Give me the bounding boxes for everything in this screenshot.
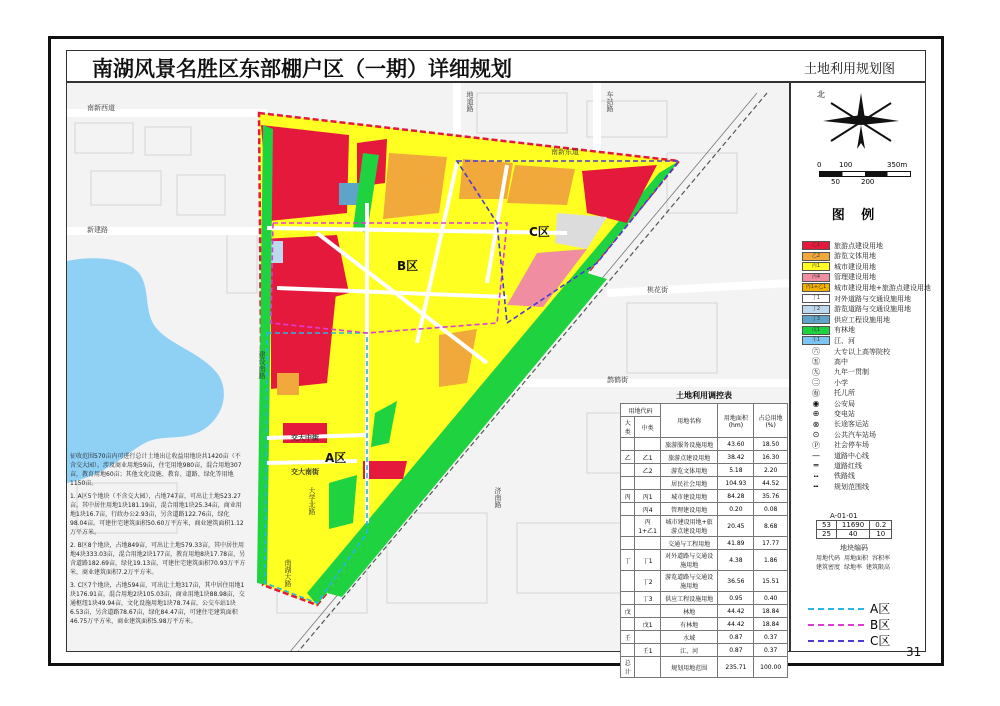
table-cell: 20.45 <box>718 516 754 537</box>
legend-item <box>802 240 883 251</box>
planning-notes <box>70 452 246 630</box>
road-label-bubu: 鹊鹤街 <box>607 376 628 384</box>
table-cell: 规划用地范围 <box>660 657 718 678</box>
legend-symbol-item <box>802 429 876 440</box>
legend-item <box>802 282 931 293</box>
legend-symbol-item <box>802 398 855 409</box>
legend-symbol-icon: ⊙ <box>812 430 820 440</box>
table-cell: 游览道路与交通设施用地 <box>660 571 718 592</box>
field-label: 用地代码 <box>816 555 841 562</box>
legend-label: 对外道路与交通设施用地 <box>834 294 911 303</box>
table-cell: 5.18 <box>718 464 754 477</box>
table-cell: 15.51 <box>754 571 788 592</box>
legend-swatch: 乙2 <box>802 252 830 261</box>
table-body <box>621 438 788 678</box>
zone-legend-label: C区 <box>870 634 891 648</box>
th-name: 用地名称 <box>660 404 718 438</box>
table-row <box>621 605 788 618</box>
road-label-nanxin-west: 南新西道 <box>87 104 115 112</box>
table-row <box>621 438 788 451</box>
legend-label: 游览文体用地 <box>834 252 876 261</box>
table-cell: 居民社会用地 <box>660 477 718 490</box>
table-title: 土地利用调控表 <box>676 391 732 400</box>
table-cell <box>635 477 660 490</box>
table-cell: 235.71 <box>718 657 754 678</box>
zone-line-icon <box>808 608 864 610</box>
legend-label: 城市建设用地+旅游点建设用地 <box>834 283 931 292</box>
legend-swatch: 戊1 <box>802 326 830 335</box>
legend-label: 铁路线 <box>834 472 855 481</box>
legend-label: 九年一贯制 <box>834 368 869 377</box>
table-cell: 乙 <box>621 451 635 464</box>
road-label-nanhu: 南湖大路 <box>284 559 292 587</box>
table-cell: 旅游点建设用地 <box>660 451 718 464</box>
legend-label: 社会停车场 <box>834 441 869 450</box>
legend-swatch: 丁2 <box>802 305 830 314</box>
table-row <box>621 631 788 644</box>
table-cell: 17.77 <box>754 537 788 550</box>
legend-symbol-item <box>802 346 890 357</box>
field-label: 绿地率 <box>844 564 863 571</box>
table-cell: 0.40 <box>754 592 788 605</box>
table-cell <box>635 657 660 678</box>
zone-line-icon <box>808 624 864 626</box>
th-code: 用地代码 <box>621 404 661 417</box>
legend-item <box>802 293 911 304</box>
table-cell: 44.42 <box>718 605 754 618</box>
table-cell: 0.08 <box>754 503 788 516</box>
legend-symbol-item <box>802 388 855 399</box>
table-cell: 16.30 <box>754 451 788 464</box>
table-cell: 38.42 <box>718 451 754 464</box>
code-cell: 53 <box>817 521 837 530</box>
table-cell: 丙4 <box>635 503 660 516</box>
table-cell: 旅游服务设施用地 <box>660 438 718 451</box>
table-cell: 0.37 <box>754 644 788 657</box>
table-row <box>621 657 788 678</box>
road-label-didao: 地道路 <box>466 91 474 112</box>
legend-symbol-item <box>802 481 869 492</box>
legend-symbol-icon: — <box>812 451 820 460</box>
table-cell: 乙2 <box>635 464 660 477</box>
legend-symbol-icon: ═ <box>813 461 819 471</box>
table-cell: 壬 <box>621 631 635 644</box>
road-label-jiaotong-south: 交大南街 <box>291 468 319 476</box>
legend-symbol-item <box>802 408 855 419</box>
table-row <box>621 644 788 657</box>
table-row <box>621 490 788 503</box>
legend-label: 规划范围线 <box>834 482 869 491</box>
road-label-jinan: 济南路 <box>494 487 502 508</box>
legend-symbol-icon: ⊗ <box>812 419 820 429</box>
table-cell: 城市建设用地 <box>660 490 718 503</box>
table-cell <box>621 464 635 477</box>
table-cell: 1.86 <box>754 550 788 571</box>
code-cell: 40 <box>836 530 869 539</box>
table-cell <box>621 503 635 516</box>
legend-label: 供应工程设施用地 <box>834 315 890 324</box>
red-block-nw <box>261 125 349 221</box>
legend-symbol-icon: ㊈ <box>812 367 820 377</box>
legend-label: 城市建设用地 <box>834 262 876 271</box>
legend-item <box>802 272 876 283</box>
table-cell: 4.38 <box>718 550 754 571</box>
table-cell: 江、河 <box>660 644 718 657</box>
legend-label: 公共汽车站场 <box>834 430 876 439</box>
table-cell: 供应工程设施用地 <box>660 592 718 605</box>
table-cell: 2.20 <box>754 464 788 477</box>
legend-swatch: 乙1 <box>802 241 830 250</box>
land-use-table <box>620 390 788 678</box>
table-cell: 丙1 <box>635 490 660 503</box>
code-cell: 11690 <box>836 521 869 530</box>
table-cell: 丁 <box>621 550 635 571</box>
legend-symbol-item <box>802 367 869 378</box>
table-row <box>621 618 788 631</box>
scale-tick-350: 350m <box>887 161 908 169</box>
table-cell: 丙1+乙1 <box>635 516 660 537</box>
zone-line-icon <box>808 640 864 642</box>
table-cell: 戊 <box>621 605 635 618</box>
table-cell: 44.42 <box>718 618 754 631</box>
compass-label: 北 <box>817 90 825 99</box>
legend-symbol-item <box>802 377 848 388</box>
legend-label: 管理建设用地 <box>834 273 876 282</box>
table-cell: 丁3 <box>635 592 660 605</box>
table-cell: 丙 <box>621 490 635 503</box>
code-cell: 25 <box>817 530 837 539</box>
table-cell: 林地 <box>660 605 718 618</box>
table-cell: 0.87 <box>718 644 754 657</box>
page-number: 31 <box>906 645 922 659</box>
legend-symbol-item <box>802 450 869 461</box>
th-pct: 占总用地(%) <box>754 404 788 438</box>
table-cell: 0.37 <box>754 631 788 644</box>
legend-symbol-item <box>802 440 869 451</box>
zone-label-b: B区 <box>397 259 419 273</box>
table-cell <box>621 592 635 605</box>
table-cell: 8.68 <box>754 516 788 537</box>
table-cell <box>621 644 635 657</box>
code-card-label: A-01-01 <box>830 512 858 520</box>
table-cell: 41.89 <box>718 537 754 550</box>
field-label: 用地面积 <box>844 555 869 562</box>
zone-legend-item <box>808 632 890 649</box>
legend-swatch: 壬1 <box>802 336 830 345</box>
note-1: 1. A区5个地块（不含交大园），占地747亩，可出让土地523.27亩。其中居住用地1块181.19亩，混合用地1块25.34亩，商业用地1块16.7亩，行政办公2.93亩，另含道路122.76亩，绿化98.04亩。可建住宅建筑面积50.60万平方米，商业建筑面积1.12万平方米。 <box>70 493 244 536</box>
code-card-caption: 地块编码 <box>840 544 868 552</box>
code-cell: 10 <box>870 530 892 539</box>
table-cell: 44.52 <box>754 477 788 490</box>
legend-symbol-icon: ㊅ <box>812 347 820 356</box>
legend-label: 道路中心线 <box>834 451 869 460</box>
table-cell: 对外道路与交通设施用地 <box>660 550 718 571</box>
legend-swatch: 丙4 <box>802 273 830 282</box>
field-label: 建筑限高 <box>866 564 891 571</box>
table-row <box>621 550 788 571</box>
legend-label: 道路红线 <box>834 461 862 470</box>
zone-legend-label: B区 <box>870 618 891 632</box>
scale-tick-200: 200 <box>861 178 875 186</box>
table-cell <box>621 571 635 592</box>
table-cell <box>635 537 660 550</box>
zone-legend-label: A区 <box>870 602 891 616</box>
field-label: 建筑密度 <box>816 564 841 571</box>
code-card-table <box>816 520 892 539</box>
table-cell: 36.56 <box>718 571 754 592</box>
table-row <box>621 477 788 490</box>
th-minor: 中类 <box>635 417 660 438</box>
legend-label: 变电站 <box>834 409 855 418</box>
table-cell <box>621 618 635 631</box>
legend-label: 旅游点建设用地 <box>834 241 883 250</box>
table-row <box>621 451 788 464</box>
note-2: 2. B区8个地块，占地849亩，可出让土地579.33亩，其中居住用地4块333.03亩，混合用地2块177亩，教育用地8块17.78亩，另含道路182.69亩，绿化19.13亩，可建住宅建筑面积70.93万平方米，商业建筑面积7.2万平方米。 <box>70 542 246 576</box>
legend-item <box>802 314 890 325</box>
zone-legend-item <box>808 616 890 633</box>
legend-symbol-item <box>802 419 869 430</box>
legend-label: 游览道路与交通设施用地 <box>834 305 911 314</box>
table-cell: 交通与工程用地 <box>660 537 718 550</box>
legend-label: 托儿所 <box>834 389 855 398</box>
legend-symbol-icon: ㊁ <box>812 378 820 388</box>
table-cell: 18.50 <box>754 438 788 451</box>
table-cell: 城市建设用地+旅游点建设用地 <box>660 516 718 537</box>
road-label-chezhan: 车站路 <box>606 91 614 112</box>
legend-swatch: 丁1 <box>802 294 830 303</box>
field-label: 容积率 <box>872 555 891 562</box>
table-cell <box>635 438 660 451</box>
scale-bar <box>819 171 911 177</box>
road-label-xinjian: 新建路 <box>87 226 108 234</box>
map-subtitle: 土地利用规划图 <box>804 62 896 77</box>
zone-label-c: C区 <box>529 225 550 239</box>
table-row <box>621 464 788 477</box>
land-use-grid <box>620 403 788 678</box>
table-row <box>621 503 788 516</box>
legend-label: 江、河 <box>834 336 855 345</box>
code-cell: 0.2 <box>870 521 892 530</box>
th-major: 大类 <box>621 417 635 438</box>
legend-label: 有林地 <box>834 326 855 335</box>
note-0: 征收范围570亩内可进行总计土地出让收益用地块共1420亩（不含交大园）。涉及商业用地59亩，住宅用地980亩，混合用地307亩，教育用地60亩；其他文化设施、教育、道路、绿化等用地1150亩。 <box>70 453 242 487</box>
legend-symbol-item <box>802 471 855 482</box>
table-cell: 总计 <box>621 657 635 678</box>
road-label-jianshe: 建设南路 <box>258 351 266 379</box>
road-label-taohua: 桃花街 <box>647 286 668 294</box>
legend-symbol-icon: ┅ <box>813 471 819 481</box>
legend-swatch: 丙1+乙1 <box>802 283 830 292</box>
table-cell: 水域 <box>660 631 718 644</box>
legend-item <box>802 251 876 262</box>
table-cell: 84.28 <box>718 490 754 503</box>
legend-symbol-item <box>802 460 862 471</box>
table-cell: 丁2 <box>635 571 660 592</box>
table-cell: 乙1 <box>635 451 660 464</box>
table-cell: 104.93 <box>718 477 754 490</box>
north-arrow-icon <box>821 91 901 151</box>
table-cell <box>621 516 635 537</box>
table-cell: 0.87 <box>718 631 754 644</box>
legend-symbol-icon: ╍ <box>813 482 819 492</box>
table-row <box>621 571 788 592</box>
legend-symbol-icon: Ⓟ <box>812 440 820 450</box>
table-cell: 丁1 <box>635 550 660 571</box>
scale-tick-100: 100 <box>839 161 853 169</box>
legend-label: 高中 <box>834 357 848 366</box>
th-area: 用地面积(hm) <box>718 404 754 438</box>
table-cell: 壬1 <box>635 644 660 657</box>
road-label-jiaotong-middle: 交大中街 <box>291 434 319 442</box>
road-label-daxue: 大学北路 <box>308 487 316 515</box>
page-title: 南湖风景名胜区东部棚户区（一期）详细规划 <box>92 56 512 81</box>
table-cell <box>621 537 635 550</box>
legend-symbol-icon: ㊄ <box>812 357 820 367</box>
table-row <box>621 537 788 550</box>
table-cell <box>621 438 635 451</box>
scale-tick-0: 0 <box>817 161 822 169</box>
legend-swatch: 丁3 <box>802 315 830 324</box>
table-cell: 0.95 <box>718 592 754 605</box>
legend-label: 公安局 <box>834 399 855 408</box>
legend-heading: 图 例 <box>831 208 881 223</box>
table-cell <box>635 631 660 644</box>
table-cell: 18.84 <box>754 605 788 618</box>
legend-swatch: 丙1 <box>802 262 830 271</box>
scale-tick-50: 50 <box>831 178 840 186</box>
legend-item <box>802 261 876 272</box>
zone-label-a: A区 <box>325 451 347 465</box>
table-row <box>621 592 788 605</box>
legend-label: 长途客运站 <box>834 420 869 429</box>
table-cell: 0.20 <box>718 503 754 516</box>
legend-symbol-item <box>802 356 848 367</box>
legend-label: 大专以上高等院校 <box>834 347 890 356</box>
legend-symbol-icon: ㊒ <box>812 388 820 398</box>
road-label-nanxin-east: 南新东道 <box>551 148 579 156</box>
note-3: 3. C区7个地块，占地594亩，可出让土地317亩，其中居住用地1块176.91亩，混合用地2块105.03亩，商业用地1块88.98亩，交通枢纽1块49.94亩，文化设施用地1块78.74亩，公交车站1块6.53亩，另含道路78.67亩，绿化84.47亩，可建住宅建筑面积46.75万平方米，商业建筑面积5.98万平方米。 <box>70 582 245 625</box>
table-cell: 43.60 <box>718 438 754 451</box>
table-cell: 有林地 <box>660 618 718 631</box>
block-code-card <box>816 512 892 571</box>
table-cell: 18.84 <box>754 618 788 631</box>
legend-item <box>802 304 911 315</box>
legend-symbol-icon: ⊕ <box>812 409 820 419</box>
legend-item <box>802 325 855 336</box>
table-cell <box>621 477 635 490</box>
legend-item <box>802 335 855 346</box>
table-cell <box>635 605 660 618</box>
table-cell: 35.76 <box>754 490 788 503</box>
table-cell: 戊1 <box>635 618 660 631</box>
legend-symbol-icon: ◉ <box>812 399 820 408</box>
legend-label: 小学 <box>834 378 848 387</box>
table-cell: 游览文体用地 <box>660 464 718 477</box>
table-row <box>621 516 788 537</box>
zone-legend-item <box>808 600 890 617</box>
table-cell: 100.00 <box>754 657 788 678</box>
table-cell: 管理建设用地 <box>660 503 718 516</box>
